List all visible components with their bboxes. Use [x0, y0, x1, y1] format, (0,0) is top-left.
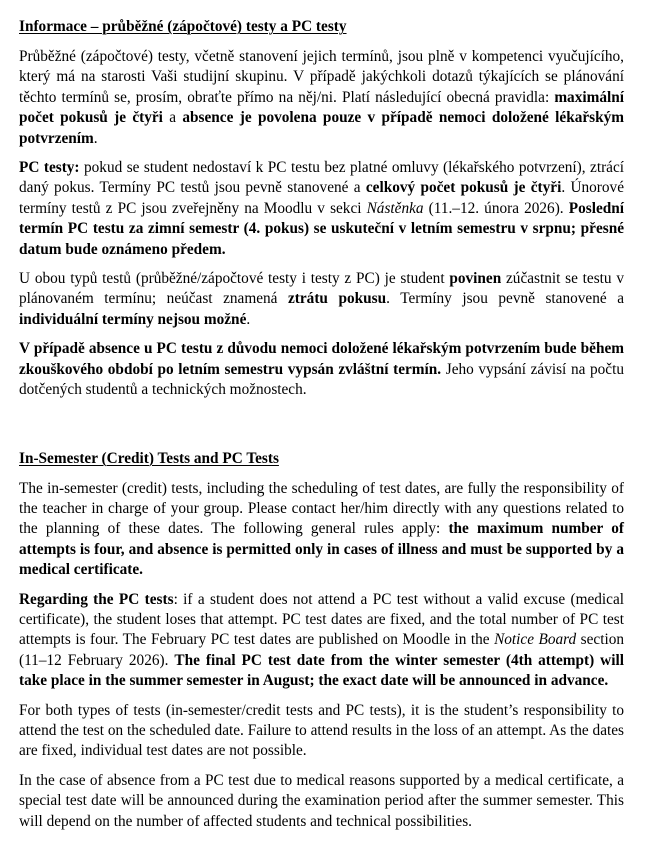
text: In the case of absence from a PC test due to medical reasons supported by a medical certificate, a special test date will be announced during the examination period after the summer semester. This will depend on the number of affected students and technical possibilities. — [19, 771, 624, 830]
text: . Únorové termíny testů z PC jsou zveřejněny na Moodlu v sekci — [19, 179, 624, 217]
emphasis-text: Poslední termín PC testu za zimní semestr (4. pokus) se uskuteční v letním semestru v srpnu; přesné datum bude oznámeno předem. — [19, 199, 624, 258]
text: . — [93, 129, 98, 147]
text: : if a student does not attend a PC test without a valid excuse (medical certificate), the student loses that attempt. PC test dates are fixed, and the total number of PC test attempts is four. The February PC test dates are published on Moodle in the — [19, 590, 624, 649]
italic-text: Nástěnka — [366, 199, 424, 217]
emphasis-text: The final PC test date from the winter semester (4th attempt) will take place in the summer semester in August; the exact date will be announced in advance. — [19, 651, 624, 690]
text: . Termíny jsou pevně stanovené a — [386, 290, 624, 308]
text: zúčastnit se testu v plánovaném termínu; neúčast znamená — [19, 270, 624, 308]
section-heading-english: In-Semester (Credit) Tests and PC Tests — [19, 449, 279, 467]
text: . — [246, 310, 251, 328]
text: pokud se student nedostaví k PC testu bez platné omluvy (lékařského potvrzení), ztrácí daný pokus. Termíny PC testů jsou pevně stanovené a — [19, 159, 624, 197]
paragraph-cz-general-rules — [19, 47, 624, 149]
text: a — [162, 109, 183, 127]
emphasis-text: povinen — [449, 270, 502, 288]
paragraph-en-attendance — [19, 701, 624, 762]
text: section (11–12 February 2026). — [19, 631, 624, 669]
paragraph-cz-medical-absence — [19, 339, 624, 400]
paragraph-cz-attendance — [19, 269, 624, 330]
emphasis-text: Regarding the PC tests — [19, 590, 174, 608]
emphasis-text: celkový počet pokusů je čtyři — [365, 179, 562, 197]
paragraph-en-pc-tests — [19, 590, 624, 692]
emphasis-text: individuální termíny nejsou možné — [19, 310, 247, 328]
emphasis-text: ztrátu pokusu — [288, 290, 387, 308]
text: (11.–12. února 2026). — [423, 199, 569, 217]
paragraph-cz-pc-tests — [19, 158, 624, 260]
paragraph-en-medical-absence — [19, 771, 624, 832]
emphasis-text: absence je povolena pouze v případě nemoci doložené lékařským potvrzením — [19, 109, 624, 147]
emphasis-text: the maximum number of attempts is four, and absence is permitted only in cases of illness and must be supported by a medical certificate. — [19, 520, 624, 579]
emphasis-text: V případě absence u PC testu z důvodu nemoci doložené lékařským potvrzením bude během zkouškového období po letním semestru vypsán zvláštní termín. — [19, 340, 624, 378]
text: The in-semester (credit) tests, including the scheduling of test dates, are fully the responsibility of the teacher in charge of your group. Please contact her/him directly with any questions related to the planning of these dates. The following general rules apply: — [19, 479, 624, 538]
paragraph-en-general-rules — [19, 479, 624, 581]
text: Průběžné (zápočtové) testy, včetně stanovení jejich termínů, jsou plně v kompetenci vyučujícího, který má na starosti Vaši studijní skupinu. V případě jakýchkoli dotazů týkajících se plánování těchto termínů se, prosím, obraťte přímo na něj/ni. Platí následující obecná pravidla: — [19, 48, 624, 106]
text: For both types of tests (in-semester/credit tests and PC tests), it is the student’s responsibility to attend the test on the scheduled date. Failure to attend results in the loss of an attempt. As the dates are fixed, individual test dates are not possible. — [19, 701, 624, 760]
emphasis-text: maximální počet pokusů je čtyři — [19, 88, 624, 127]
emphasis-text: PC testy: — [19, 159, 80, 177]
italic-text: Notice Board — [494, 631, 577, 649]
section-czech — [19, 17, 624, 401]
text: U obou typů testů (průběžné/zápočtové testy i testy z PC) je student — [19, 270, 450, 288]
section-heading-czech: Informace – průběžné (zápočtové) testy a PC testy — [19, 18, 347, 35]
text: Jeho vypsání závisí na počtu dotčených studentů a technických možnostech. — [19, 360, 624, 399]
section-english — [19, 449, 624, 833]
